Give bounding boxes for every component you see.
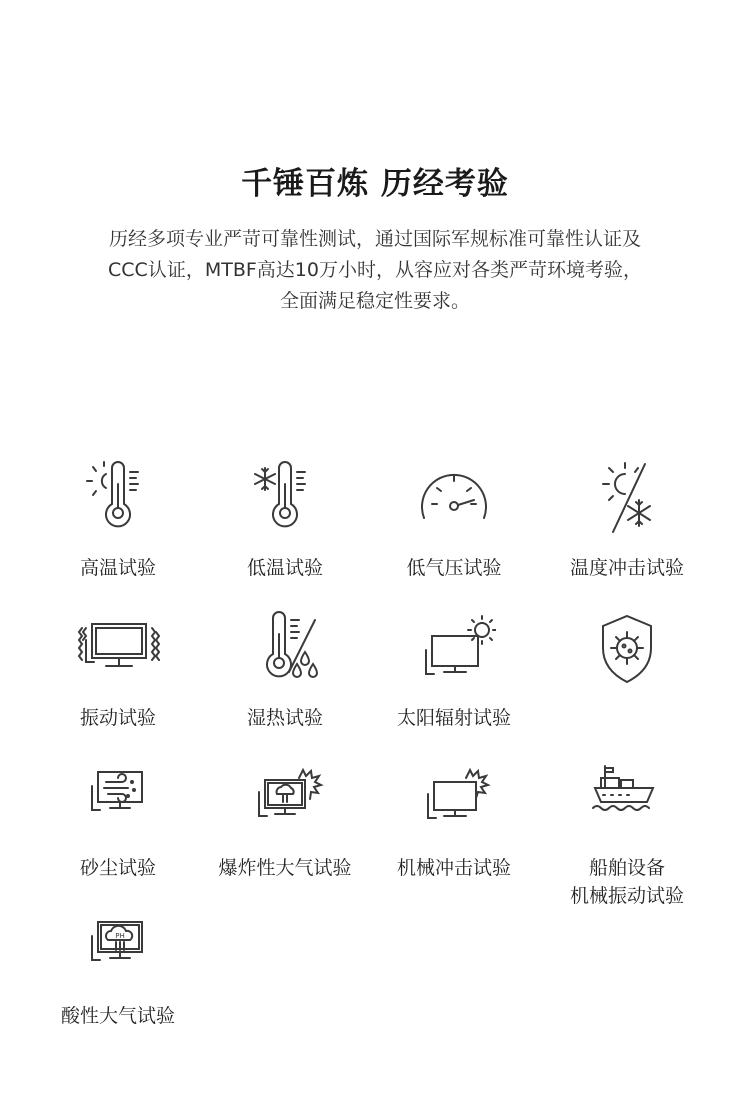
vibrating-monitor-icon — [76, 610, 160, 694]
test-label: 砂尘试验 — [79, 857, 156, 879]
test-label: 机械冲击试验 — [396, 857, 511, 879]
test-item-high-temperature — [28, 460, 208, 582]
monitor-wind-icon — [76, 760, 160, 844]
monitor-explosion-icon — [243, 760, 327, 844]
pressure-gauge-icon — [412, 460, 496, 544]
test-label: 高温试验 — [79, 557, 156, 579]
ph-text: PH — [115, 932, 125, 940]
sun-snowflake-icon — [585, 460, 669, 544]
test-label: 太阳辐射试验 — [396, 707, 511, 729]
page-title: 千锤百炼 历经考验 — [241, 166, 509, 202]
test-item-vibration — [28, 610, 208, 732]
test-label: 低气压试验 — [406, 557, 502, 579]
test-item-temperature-shock — [537, 460, 717, 582]
virus-shield-icon — [585, 610, 669, 694]
description-line: 全面满足稳定性要求。 — [279, 290, 470, 312]
test-item-solar-radiation — [364, 610, 544, 732]
test-item-mechanical-shock — [364, 760, 544, 882]
description — [60, 224, 690, 317]
thermometer-snowflake-icon — [243, 460, 327, 544]
test-item-mold — [537, 610, 717, 704]
test-label: 振动试验 — [79, 707, 156, 729]
test-item-explosive-atmosphere — [195, 760, 375, 882]
test-label-line: 机械振动试验 — [569, 885, 684, 907]
monitor-ph-cloud-icon — [76, 908, 160, 992]
thermometer-droplets-icon — [243, 610, 327, 694]
test-label — [537, 854, 717, 910]
test-label: 湿热试验 — [246, 707, 323, 729]
test-label: 低温试验 — [246, 557, 323, 579]
test-label: 酸性大气试验 — [60, 1005, 175, 1027]
ship-icon — [585, 760, 669, 844]
test-label-line: 船舶设备 — [588, 857, 665, 879]
monitor-impact-icon — [412, 760, 496, 844]
test-item-damp-heat — [195, 610, 375, 732]
test-item-acid-atmosphere — [28, 908, 208, 1030]
test-label: 温度冲击试验 — [569, 557, 684, 579]
test-item-low-temperature — [195, 460, 375, 582]
description-line: 历经多项专业严苛可靠性测试，通过国际军规标准可靠性认证及 — [108, 228, 641, 250]
thermometer-sun-icon — [76, 460, 160, 544]
test-label: 爆炸性大气试验 — [218, 857, 352, 879]
test-item-ship-equipment-vibration — [537, 760, 717, 910]
test-item-sand-dust — [28, 760, 208, 882]
description-line: CCC认证，MTBF高达10万小时，从容应对各类严苛环境考验， — [108, 259, 642, 281]
test-item-low-pressure — [364, 460, 544, 582]
monitor-sun-icon — [412, 610, 496, 694]
